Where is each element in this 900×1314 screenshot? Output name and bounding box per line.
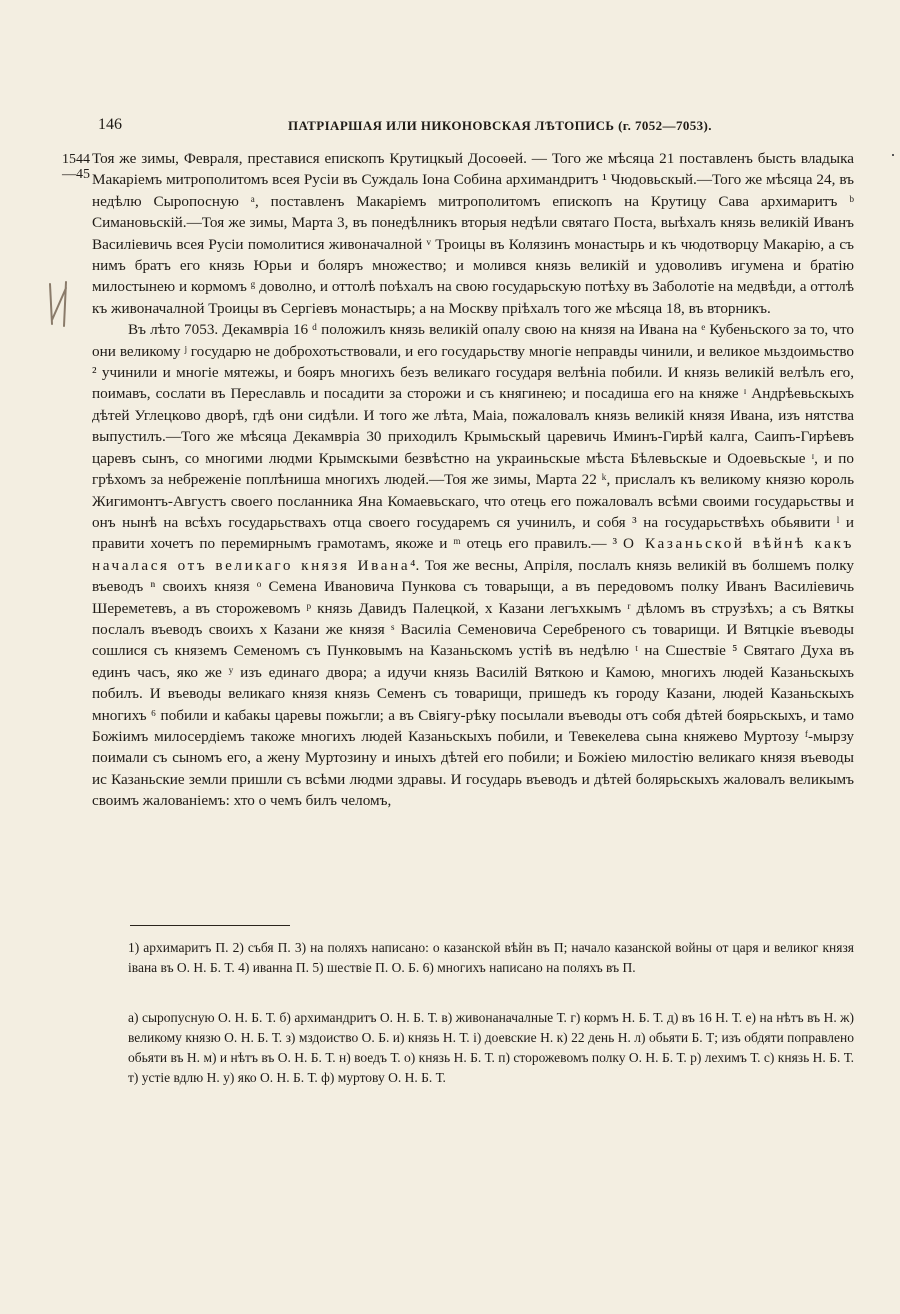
chronicle-text xyxy=(92,148,854,812)
page-header xyxy=(98,116,788,138)
page-number: 146 xyxy=(98,116,122,133)
footnotes-numeric xyxy=(128,938,854,978)
margin-year-bottom: —45 xyxy=(62,167,90,182)
speck xyxy=(892,154,894,156)
margin-year-note xyxy=(62,152,90,182)
pencil-annotation-icon xyxy=(44,280,74,330)
running-title: ПАТРІАРШАЯ ИЛИ НИКОНОВСКАЯ ЛѢТОПИСЬ (г. 7052—7053). xyxy=(288,118,712,133)
paragraph-2 xyxy=(92,319,854,811)
margin-year-top: 1544 xyxy=(62,152,90,167)
footnotes-numeric-text: 1) архимаритъ П. 2) събя П. 3) на поляхъ написано: о казанской вѣйн въ П; начало казанской войны от царя и великог князя іванa въ О. Н. Б. Т. 4) иванна П. 5) шествіе П. О. Б. 6) многихъ написано на поляхъ въ П. xyxy=(128,940,854,975)
section-title: О Казаньской вѣйнѣ какъ началася отъ великаго князя Ивана xyxy=(92,535,854,574)
footnotes-lettered-text: а) сыропусную О. Н. Б. Т. б) архимандритъ О. Н. Б. Т. в) живонаначалные Т. г) кормъ Н. Б. Т. д) въ 16 Н. Т. е) на нѣтъ въ Н. ж) великому князю О. Н. Б. Т. з) мздоиство О. Б. и) князь Н. Т. і) доевские Н. к) 22 день Н. л) обьяти Б. Т; изъ обдяти поправлено обьяти въ Н. м) и нѣтъ въ О. Н. Б. Т. н) воедъ Т. о) князь Н. Б. Т. п) сторожевомъ полку О. Н. Б. Т. р) лехимъ Т. с) князь Н. Б. Т. т) устіе вдлю Н. у) яко О. Н. Б. Т. ф) муртову О. Н. Б. Т. xyxy=(128,1010,854,1085)
footnote-divider xyxy=(130,925,290,926)
paragraph-2-part-b: ⁴. Тоя же весны, Апріля, послалъ князь великій въ болшемъ полку въеводъ ⁿ своихъ князя ᵒ Семена Ивановича Пункова съ товарыщи, а въ передовомъ полку Иванъ Василіевичь Шереметевъ, а въ сторожевомъ ᵖ князь Давидъ Палецкой, х Казани легъхкымъ ʳ дѣломъ въ струзѣхъ; а съ Вяткы послалъ въеводъ своихъ х Казани же князя ˢ Василіа Семеновича Серебреного съ товарищи. И Вятцкіе въеводы сошлися съ княземъ Семеномъ съ Пунковымъ на Казаньскомъ устіѣ въ недѣлю ᵗ на Сшествіе ⁵ Святаго Духа въ единъ часъ, яко же ʸ изъ единаго двора; а идучи князь Василій Вяткою и Камою, многихъ людей Казаньскыхъ побилъ. И въеводы великаго князя князь Семенъ съ товарищи, пришедъ къ городу Казани, людей Казаньскыхъ многихъ ⁶ побили и кабакы царевы пожьгли; а въ Свіягу-рѣку посылали въеводы отъ собя дѣтей боярьскыхъ, и тамо Божіимъ милосердіемъ такоже многихъ людей Казаньскыхъ побили, и Тевекелева сына княжево Муртозу ᶠ-мырзу поимали съ сыномъ его, а жену Муртозину и иныхъ дѣтей его побили; и Божіею милостію великаго князя въеводы ис Казаньские земли пришли съ всѣми людми здравы. И государь въеводъ и дѣтей болярьскыхъ жаловалъ великымъ своимъ жалованіемъ: хто о чемъ билъ челомъ, xyxy=(92,556,854,810)
paragraph-1: Тоя же зимы, Февраля, преставися епископъ Крутицкый Досоѳей. — Того же мѣсяца 21 поставленъ бысть владыка Макаріемъ митрополитомъ всея Русіи въ Суждаль Іона Собина архимандритъ ¹ Чюдовьскый.—Того же мѣсяца 24, въ недѣлю Сыропосную ᵃ, поставленъ Макаріемъ митрополитомъ епископъ на Крутицу Сава архимаритъ ᵇ Симановьскій.—Тоя же зимы, Марта 3, въ понедѣлникъ вторыя недѣли святаго Поста, выѣхалъ князь великій Иванъ Василіевичь всея Русіи помолитися живоначалной ᵛ Троицы въ Колязинъ монастырь и къ чюдотворцу Макарію, а съ нимъ братъ его князь Юрьи и боляръ множество; и молився князь великій и удоволивъ игумена и братію милостынею и кормомъ ᵍ доволно, и оттолѣ поѣхалъ на свою государьскую потѣху въ Заболотіе на медвѣди, а оттолѣ къ живоначалной Троицы въ Сергіевъ монастырь; а на Москву пріѣхалъ того же мѣсяца 18, въ вторникъ. xyxy=(92,150,854,317)
paragraph-2-part-a: Въ лѣто 7053. Декамвріа 16 ᵈ положилъ князь великій опалу свою на князя на Ивана на ᵉ Кубеньского за то, что они великому ʲ государю не доброхотьствовали, и его государьству многіе неправды чинили, и великое мьздоимьство ² учинили и многіе мятежы, и бояръ многихъ безъ великаго государя велѣніа побили. И князь великій велѣлъ его, поимавъ, сослати въ Переславль и посадити за сторожи и съ княгинею; и посадиша его на княже ᶦ Андрѣевьскыхъ дѣтей Углецково дворѣ, гдѣ они сидѣли. И того же лѣта, Маіа, пожаловалъ князь великій князя Ивана, изъ нятства выпустилъ.—Того же мѣсяца Декамвріа 30 приходилъ Крымьскый царевичь Иминъ-Гирѣй калга, Саипъ-Гирѣевъ царевъ сынъ, со многими людми Крымскыми безвѣстно на украиньскые мѣста Бѣлевьскые и Одоевьскые ᶦ, и по грѣхомъ за небреженіе поплѣниша многихъ людей.—Тоя же зимы, Марта 22 ᵏ, прислалъ къ великому князю король Жигимонтъ-Августъ своего посланника Яна Комаевьскаго, что отець его пожаловалъ всѣми своими государьствы и онъ нынѣ на всѣхъ государьствахъ отца своего государемъ ся учинилъ, и собя ³ на государьствѣхъ обьявити ˡ и правити хочетъ по перемирнымъ грамотамъ, якоже и ᵐ отець его правилъ.— ³ xyxy=(92,321,854,553)
footnotes-lettered xyxy=(128,1008,854,1088)
